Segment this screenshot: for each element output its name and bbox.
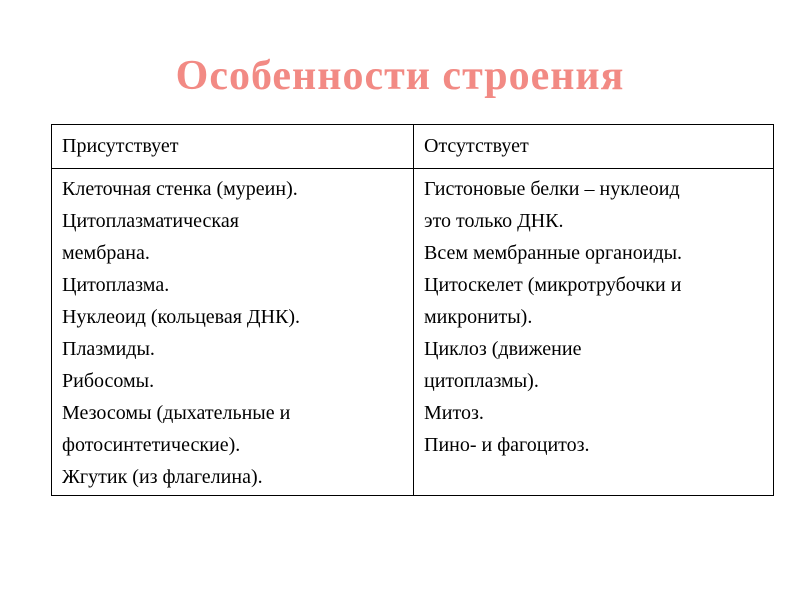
absent-item: Пино- и фагоцитоз. [424,434,590,456]
absent-item: Всем мембранные органоиды. [424,242,683,264]
table-row [52,169,774,496]
present-item: Клеточная стенка (муреин). [62,178,298,200]
header-present: Присутствует [52,125,414,169]
present-item: Цитоплазматическая [62,210,239,232]
absent-item: Циклоз (движение [424,338,582,360]
present-item: Мезосомы (дыхательные и [62,402,291,424]
present-item: Рибосомы. [62,370,155,392]
slide-title: Особенности строения [175,53,625,99]
table-header-row [52,125,774,169]
absent-item: Гистоновые белки – нуклеоид [424,178,680,200]
absent-item: это только ДНК. [424,210,564,232]
present-item: Нуклеоид (кольцевая ДНК). [62,306,301,328]
present-item: фотосинтетические). [62,434,241,456]
absent-item: Митоз. [424,402,484,424]
absent-item: цитоплазмы). [424,370,539,392]
absent-item: микрониты). [424,306,533,328]
present-item: Плазмиды. [62,338,155,360]
present-item: мембрана. [62,242,150,264]
absent-item: Цитоскелет (микротрубочки и [424,274,682,296]
present-cell [52,169,414,496]
present-item: Жгутик (из флагелина). [62,466,263,488]
absent-cell [414,169,774,496]
features-table [51,124,774,496]
present-item: Цитоплазма. [62,274,170,296]
header-absent: Отсутствует [414,125,774,169]
